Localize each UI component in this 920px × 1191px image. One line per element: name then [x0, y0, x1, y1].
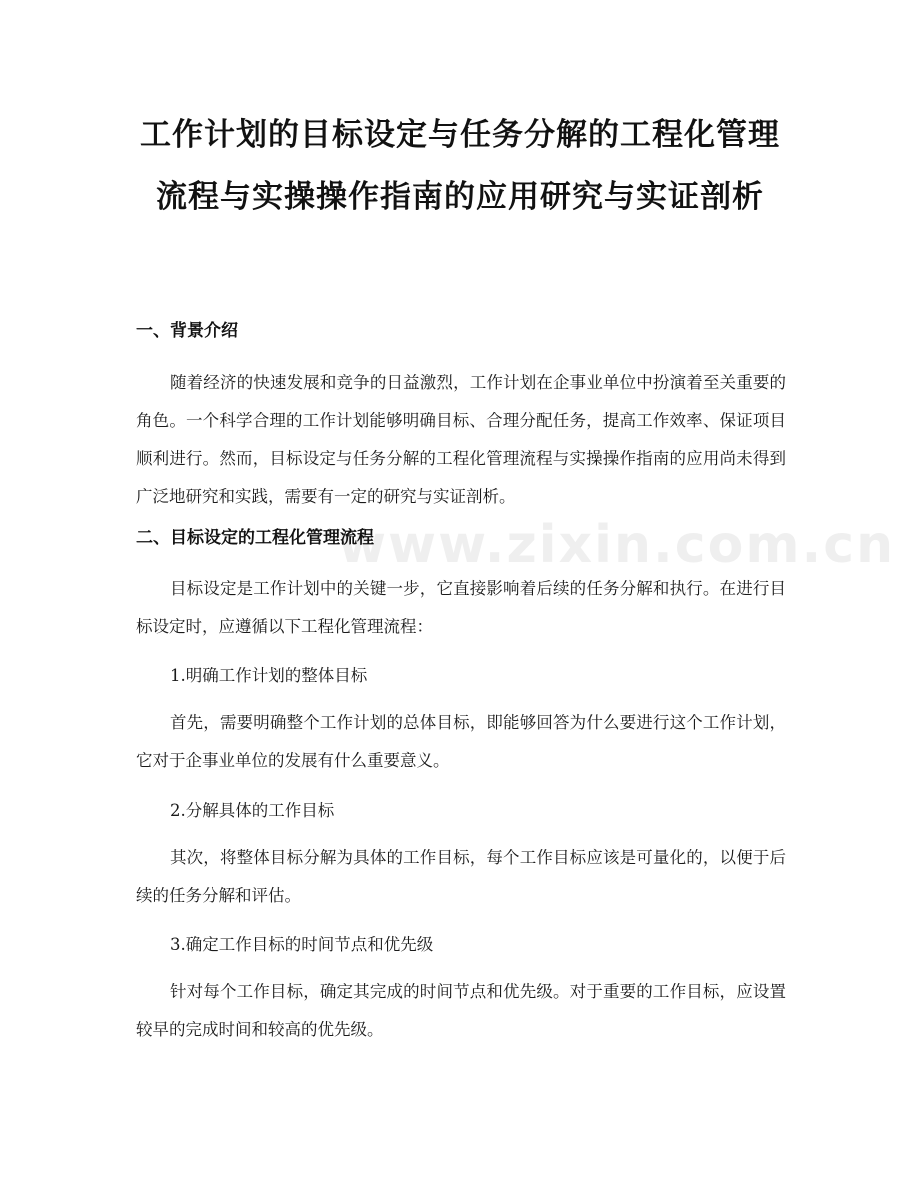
section-heading-goal-process: 二、目标设定的工程化管理流程 [136, 528, 374, 548]
list-item-text: 针对每个工作目标，确定其完成的时间节点和优先级。对于重要的工作目标，应设置较早的完成时间和较高的优先级。 [136, 982, 786, 1039]
list-item-text: 其次，将整体目标分解为具体的工作目标，每个工作目标应该是可量化的，以便于后续的任务分解和评估。 [136, 848, 786, 905]
section-paragraph-goal-process: 目标设定是工作计划中的关键一步，它直接影响着后续的任务分解和执行。在进行目标设定时，应遵循以下工程化管理流程： [136, 579, 786, 636]
list-item-text: 首先，需要明确整个工作计划的总体目标，即能够回答为什么要进行这个工作计划，它对于企事业单位的发展有什么重要意义。 [136, 713, 786, 770]
section-paragraph-background: 随着经济的快速发展和竞争的日益激烈，工作计划在企事业单位中扮演着至关重要的角色。一个科学合理的工作计划能够明确目标、合理分配任务，提高工作效率、保证项目顺利进行。然而，目标设定与任务分解的工程化管理流程与实操操作指南的应用尚未得到广泛地研究和实践，需要有一定的研究与实证剖析。 [136, 373, 786, 506]
list-item-label: 1.明确工作计划的整体目标 [170, 666, 368, 685]
list-item-label: 3.确定工作目标的时间节点和优先级 [170, 935, 434, 954]
section-heading-background: 一、背景介绍 [136, 321, 238, 341]
list-item-label: 2.分解具体的工作目标 [170, 801, 335, 820]
document-title: 工作计划的目标设定与任务分解的工程化管理流程与实操操作指南的应用研究与实证剖析 [140, 117, 780, 215]
watermark: www.zixin.com.cn [338, 515, 896, 575]
